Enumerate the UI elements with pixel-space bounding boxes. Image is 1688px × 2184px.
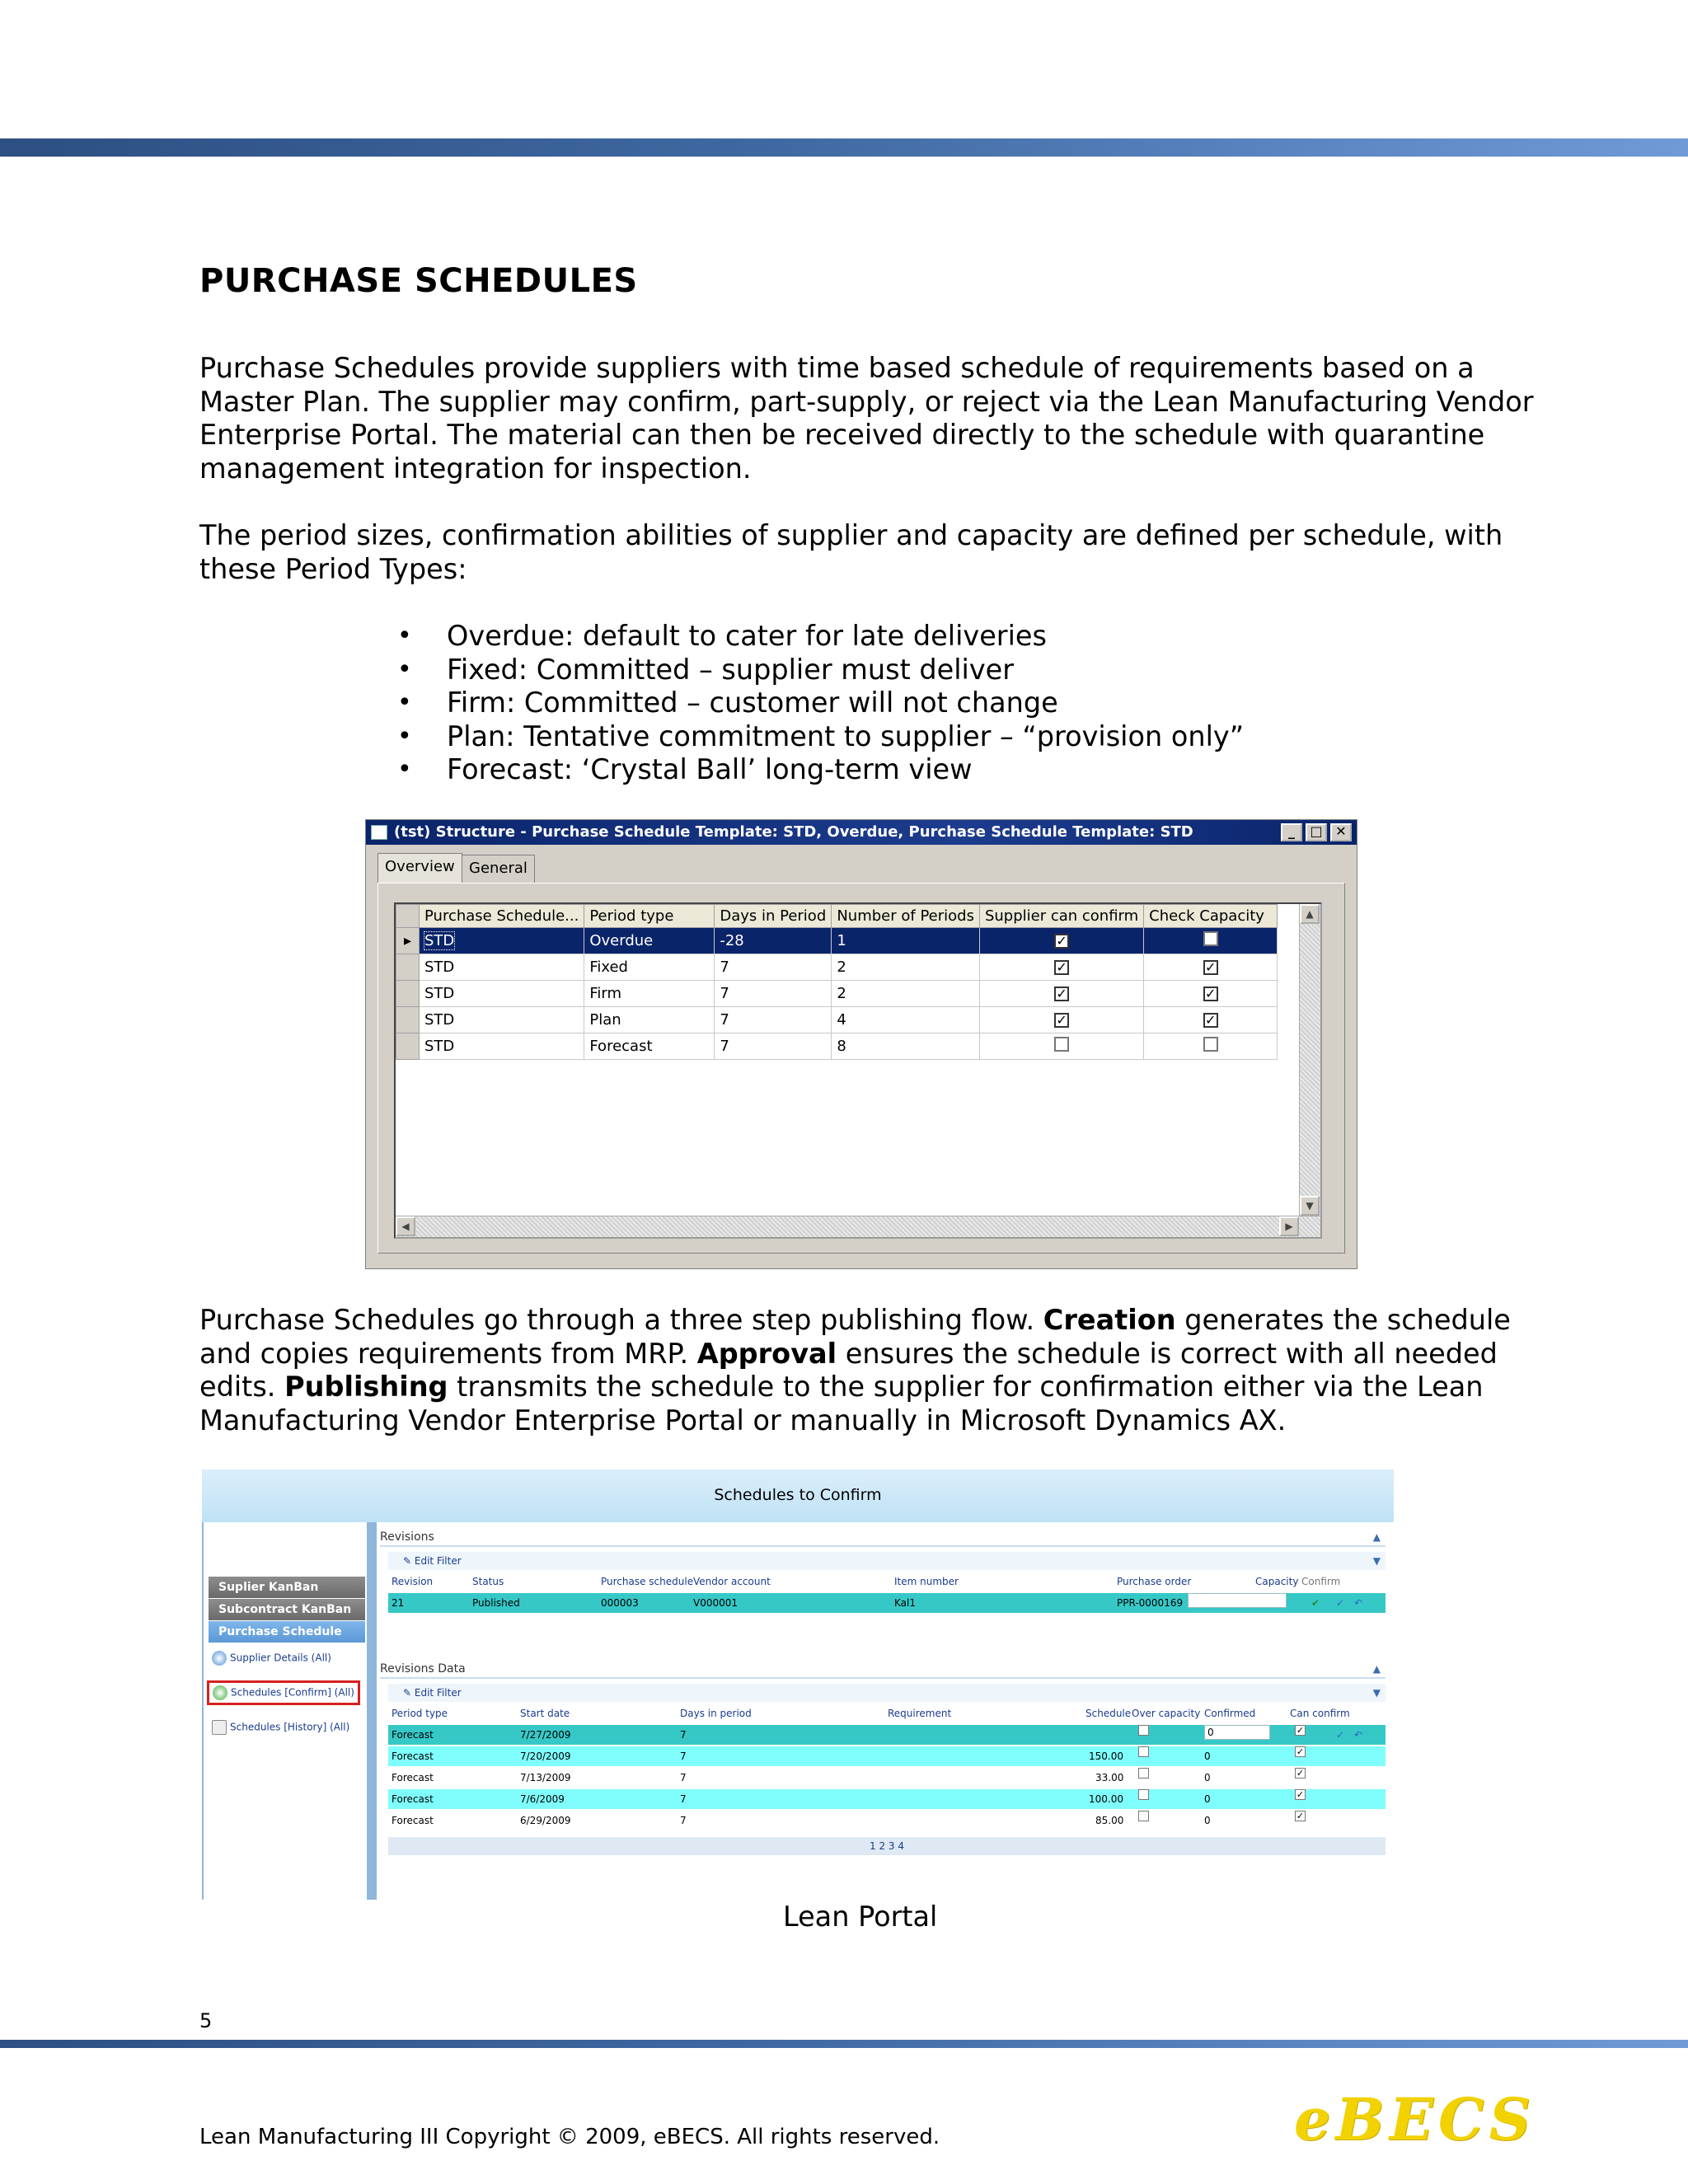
column-header[interactable]: Number of Periods: [832, 905, 980, 928]
scroll-up-icon[interactable]: ▲: [1300, 904, 1320, 924]
cell-days[interactable]: -28: [715, 928, 832, 954]
accept-icon[interactable]: ✓: [1336, 1597, 1345, 1609]
list-item: • Plan: Tentative commitment to supplier – “provision only”: [397, 719, 1245, 752]
check-capacity-checkbox[interactable]: ✓: [1144, 981, 1278, 1007]
data-header-row: [388, 1704, 1386, 1723]
confirm-icon[interactable]: ✔: [1311, 1597, 1320, 1609]
table-row[interactable]: Forecast 7/6/2009 7 100.00 0 ✓: [388, 1789, 1386, 1809]
copyright-footer: Lean Manufacturing III Copyright © 2009, eBECS. All rights reserved.: [199, 2125, 940, 2149]
column-header[interactable]: Purchase Schedule...: [420, 905, 584, 928]
nav-supplier-kanban[interactable]: Suplier KanBan: [209, 1577, 365, 1598]
table-row[interactable]: [396, 1007, 1278, 1033]
row-pointer-icon: ▸: [396, 928, 420, 954]
list-item: • Overdue: default to cater for late deliveries: [397, 620, 1047, 652]
column-header[interactable]: Days in Period: [715, 905, 832, 928]
collapse-icon[interactable]: ▲: [1372, 1663, 1381, 1675]
portal-sidebar: [202, 1522, 367, 1900]
column-header[interactable]: Period type: [584, 905, 715, 928]
cell-schedule[interactable]: STD: [420, 1033, 584, 1060]
scroll-left-icon[interactable]: ◀: [396, 1216, 415, 1236]
list-item: • Forecast: ‘Crystal Ball’ long-term view: [397, 753, 973, 785]
cell-period-type[interactable]: Plan: [584, 1007, 715, 1033]
lean-portal-screenshot: [202, 1469, 1394, 1900]
ebecs-logo: eBECS: [1294, 2085, 1536, 2154]
cell-period-type[interactable]: Overdue: [584, 928, 715, 954]
window-title: (tst) Structure - Purchase Schedule Template: STD, Overdue, Purchase Schedule Template: STD: [394, 823, 1193, 841]
filter-icon: ✎: [403, 1687, 412, 1699]
revisions-section-title: Revisions ▲: [380, 1529, 1386, 1547]
supplier-confirm-checkbox[interactable]: ✓: [979, 1007, 1143, 1033]
pager[interactable]: 1 2 3 4: [388, 1837, 1386, 1855]
table-row[interactable]: Forecast 7/20/2009 7 150.00 0 ✓: [388, 1746, 1386, 1766]
supplier-confirm-checkbox[interactable]: ✓: [979, 981, 1143, 1007]
sidebar-divider: [367, 1522, 377, 1900]
column-header[interactable]: Revision: [392, 1576, 434, 1587]
supplier-confirm-checkbox[interactable]: ✓: [979, 928, 1143, 954]
cell-days[interactable]: 7: [715, 981, 832, 1007]
revisions-filter-bar[interactable]: ✎ Edit Filter ▼: [388, 1552, 1386, 1570]
column-header[interactable]: Over capacity: [1132, 1708, 1201, 1719]
check-capacity-checkbox[interactable]: [1144, 928, 1278, 954]
supplier-confirm-checkbox[interactable]: [979, 1033, 1143, 1060]
row-header: [396, 1007, 420, 1033]
undo-icon[interactable]: ↶: [1354, 1729, 1363, 1741]
cell-periods[interactable]: 2: [832, 954, 980, 981]
window-titlebar: [366, 820, 1357, 845]
period-types-paragraph: The period sizes, confirmation abilities of supplier and capacity are defined per schedule, with these Period Types:: [199, 519, 1503, 585]
column-header[interactable]: Schedule: [1085, 1708, 1132, 1719]
cell-schedule[interactable]: STD: [420, 928, 584, 954]
window-icon: [371, 825, 387, 840]
cell-period-type[interactable]: Fixed: [584, 954, 715, 981]
row-header: [396, 1033, 420, 1060]
list-item: • Fixed: Committed – supplier must deliver: [397, 653, 1015, 686]
table-row[interactable]: [396, 1033, 1278, 1060]
close-button[interactable]: ✕: [1330, 823, 1352, 841]
table-row[interactable]: Forecast 7/27/2009 7 0 ✓ ✓ ↶: [388, 1725, 1386, 1745]
page-title: PURCHASE SCHEDULES: [199, 262, 638, 300]
table-row[interactable]: 21 Published 000003 V000001 Kal1 PPR-0000169 ✔ ✓ ↶: [388, 1593, 1386, 1613]
check-capacity-checkbox[interactable]: [1144, 1033, 1278, 1060]
footer-rule: [0, 2040, 1688, 2048]
nav-purchase-schedule[interactable]: Purchase Schedule: [209, 1621, 365, 1643]
cell-schedule[interactable]: STD: [420, 1007, 584, 1033]
schedule-table: [396, 904, 1278, 1060]
data-filter-bar[interactable]: ✎ Edit Filter ▼: [388, 1684, 1386, 1702]
column-header[interactable]: Item number: [894, 1576, 959, 1587]
column-header[interactable]: Requirement: [888, 1708, 952, 1719]
revisions-header-row: [388, 1572, 1386, 1591]
table-row[interactable]: [396, 981, 1278, 1007]
cell-period-type[interactable]: Forecast: [584, 1033, 715, 1060]
cell-periods[interactable]: 8: [832, 1033, 980, 1060]
table-row[interactable]: [396, 928, 1278, 954]
expand-icon[interactable]: ▼: [1372, 1555, 1381, 1567]
row-header: [396, 954, 420, 981]
column-header[interactable]: Capacity: [1255, 1576, 1299, 1587]
row-header-corner: [396, 905, 420, 928]
schedule-grid: [394, 902, 1322, 1239]
column-header[interactable]: Days in period: [680, 1708, 752, 1719]
cell-days[interactable]: 7: [715, 954, 832, 981]
tab-general[interactable]: General: [462, 855, 535, 883]
maximize-button[interactable]: □: [1306, 823, 1327, 841]
scroll-right-icon[interactable]: ▶: [1279, 1216, 1299, 1236]
supplier-confirm-checkbox[interactable]: ✓: [979, 954, 1143, 981]
ax-structure-window: [365, 819, 1357, 1269]
cell-periods[interactable]: 2: [832, 981, 980, 1007]
tab-overview[interactable]: Overview: [377, 853, 462, 883]
cell-days[interactable]: 7: [715, 1033, 832, 1060]
figure-caption: Lean Portal: [783, 1900, 938, 1933]
nav-subcontract-kanban[interactable]: Subcontract KanBan: [209, 1599, 365, 1620]
list-item: • Firm: Committed – customer will not change: [397, 687, 1058, 719]
intro-paragraph: Purchase Schedules provide suppliers with time based schedule of requirements based on a Master Plan. The supplier may confirm, part-supply, or reject via the Lean Manufacturing Vendor Enterprise Portal. The material can then be received directly to the schedule with quarantine management integration for inspection.: [199, 352, 1534, 485]
horizontal-scrollbar[interactable]: [396, 1216, 1320, 1237]
column-header[interactable]: Purchase order: [1117, 1576, 1192, 1587]
confirm-icon: [213, 1685, 227, 1700]
history-icon: [212, 1720, 227, 1735]
column-header[interactable]: Start date: [520, 1708, 570, 1719]
cell-schedule[interactable]: STD: [420, 954, 584, 981]
table-row[interactable]: [396, 954, 1278, 981]
page-number: 5: [199, 2009, 213, 2032]
supplier-details-link[interactable]: Supplier Details (All): [212, 1651, 331, 1666]
collapse-icon[interactable]: ▲: [1372, 1531, 1381, 1543]
filter-icon: ✎: [403, 1555, 412, 1567]
column-header[interactable]: Vendor account: [693, 1576, 771, 1587]
row-header: [396, 981, 420, 1007]
cell-days[interactable]: 7: [715, 1007, 832, 1033]
column-header[interactable]: Supplier can confirm: [979, 905, 1143, 928]
column-header[interactable]: Confirm: [1301, 1576, 1341, 1587]
cell-periods[interactable]: 4: [832, 1007, 980, 1033]
cell-period-type[interactable]: Firm: [584, 981, 715, 1007]
info-icon: [212, 1651, 227, 1666]
column-header[interactable]: Check Capacity: [1144, 905, 1278, 928]
portal-header: Schedules to Confirm: [202, 1469, 1394, 1522]
cell-schedule[interactable]: STD: [420, 981, 584, 1007]
publishing-flow-paragraph: Purchase Schedules go through a three step publishing flow. Creation generates the schedule and copies requirements from MRP. Approval ensures the schedule is correct with all needed edits. Publishing transmits the schedule to the supplier for confirmation either via the Lean Manufacturing Vendor Enterprise Portal or manually in Microsoft Dynamics AX.: [199, 1304, 1511, 1436]
undo-icon[interactable]: ↶: [1354, 1597, 1363, 1609]
expand-icon[interactable]: ▼: [1372, 1687, 1381, 1699]
column-header[interactable]: Period type: [392, 1708, 448, 1719]
cell-periods[interactable]: 1: [832, 928, 980, 954]
vertical-scrollbar[interactable]: [1299, 904, 1320, 1237]
schedules-confirm-link[interactable]: Schedules [Confirm] (All): [207, 1680, 360, 1705]
minimize-button[interactable]: _: [1281, 823, 1302, 841]
column-header[interactable]: Status: [472, 1576, 504, 1587]
header-rule: [0, 138, 1688, 157]
revisions-data-section-title: Revisions Data ▲: [380, 1661, 1386, 1679]
accept-icon[interactable]: ✓: [1336, 1729, 1345, 1741]
check-capacity-checkbox[interactable]: ✓: [1144, 954, 1278, 981]
table-row[interactable]: Forecast 6/29/2009 7 85.00 0 ✓: [388, 1811, 1386, 1830]
schedules-history-link[interactable]: Schedules [History] (All): [212, 1720, 349, 1735]
column-header[interactable]: Can confirm: [1290, 1708, 1350, 1719]
column-header[interactable]: Confirmed: [1204, 1708, 1256, 1719]
check-capacity-checkbox[interactable]: ✓: [1144, 1007, 1278, 1033]
column-header[interactable]: Purchase schedule: [601, 1576, 694, 1587]
portal-main: [377, 1522, 1394, 1900]
scroll-down-icon[interactable]: ▼: [1300, 1196, 1320, 1216]
period-types-list: [397, 620, 1244, 787]
table-row[interactable]: Forecast 7/13/2009 7 33.00 0 ✓: [388, 1768, 1386, 1788]
